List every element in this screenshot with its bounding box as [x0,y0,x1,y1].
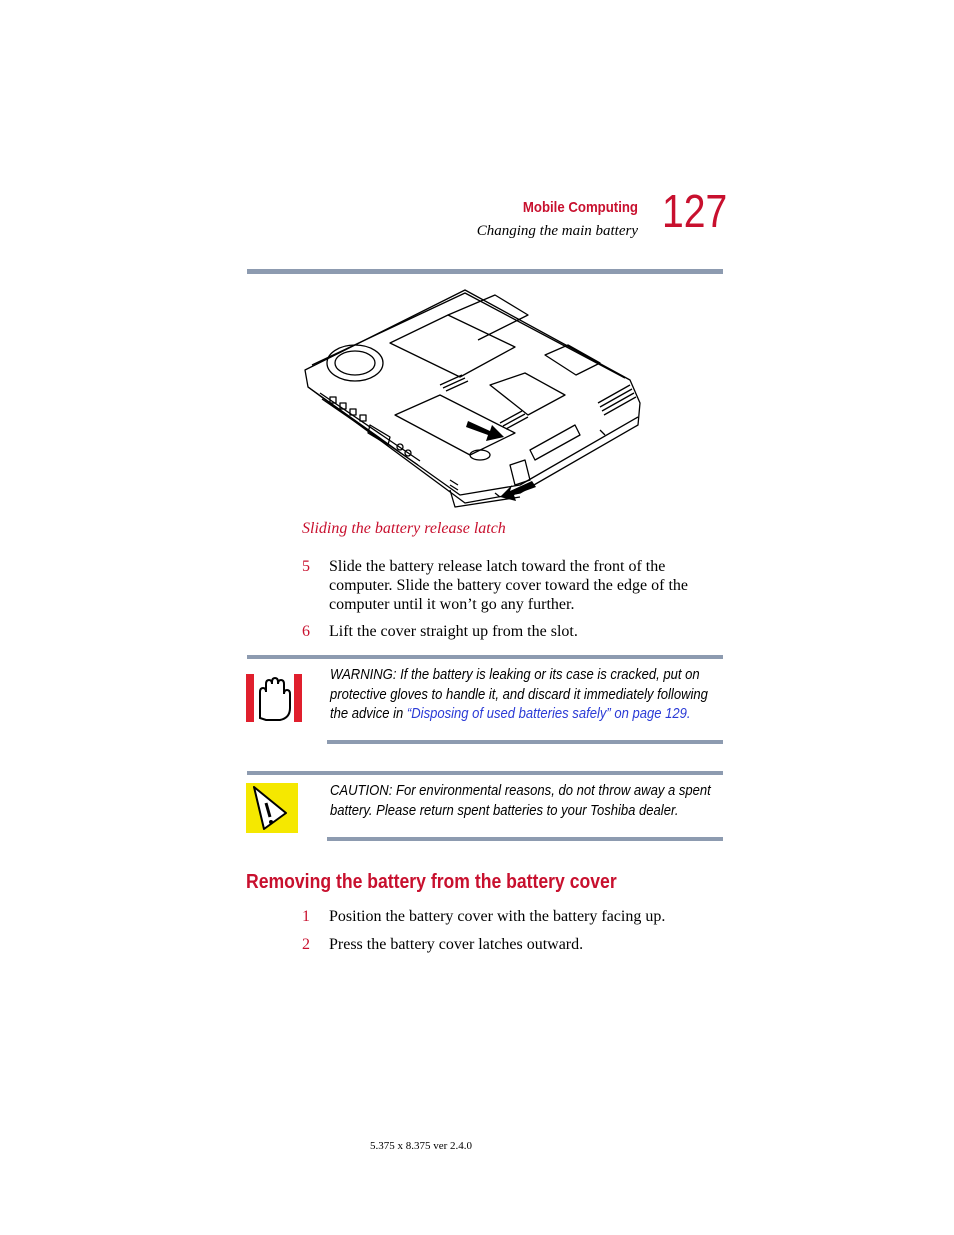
step-text: Press the battery cover latches outward. [329,936,584,953]
page-number: 127 [662,185,728,237]
section-heading: Removing the battery from the battery cover [246,871,617,893]
caution-text [330,782,711,821]
footer-version: 5.375 x 8.375 ver 2.4.0 [370,1140,473,1152]
list-item [302,907,732,927]
warning-line: the advice in “Disposing of used batteries safely” on page 129. [330,706,691,722]
header-subsection-title: Changing the main battery [476,223,638,239]
header-section-title: Mobile Computing [522,199,638,216]
list-item [302,622,732,642]
list-item [302,557,732,617]
step-number: 6 [302,623,310,640]
step-number: 1 [302,908,310,925]
step-number: 5 [302,558,310,575]
list-item [302,935,732,955]
caution-line: battery. Please return spent batteries to your Toshiba dealer. [330,802,679,819]
caution-triangle-icon [246,783,298,833]
warning-line: protective gloves to handle it, and discard it immediately following [330,686,708,703]
figure-caption: Sliding the battery release latch [302,520,506,537]
warning-line: WARNING: If the battery is leaking or its case is cracked, put on [330,667,700,683]
warning-bottom-rule [327,740,723,744]
caution-top-rule [247,771,723,775]
laptop-battery-illustration [300,285,645,510]
disposing-batteries-link[interactable]: “Disposing of used batteries safely” on page 129 [406,706,687,722]
step-text: Position the battery cover with the battery facing up. [329,908,666,925]
step-text: Slide the battery release latch toward the front of the computer. Slide the battery cover toward the edge of the computer until it won’t go any further. [329,558,688,613]
step-text: Lift the cover straight up from the slot. [329,623,578,640]
warning-top-rule [247,655,723,659]
warning-text [330,666,708,725]
caution-bottom-rule [327,837,723,841]
header-rule [247,269,723,274]
caution-line: CAUTION: For environmental reasons, do not throw away a spent [330,783,711,799]
stop-hand-icon [246,674,302,722]
step-number: 2 [302,936,310,953]
